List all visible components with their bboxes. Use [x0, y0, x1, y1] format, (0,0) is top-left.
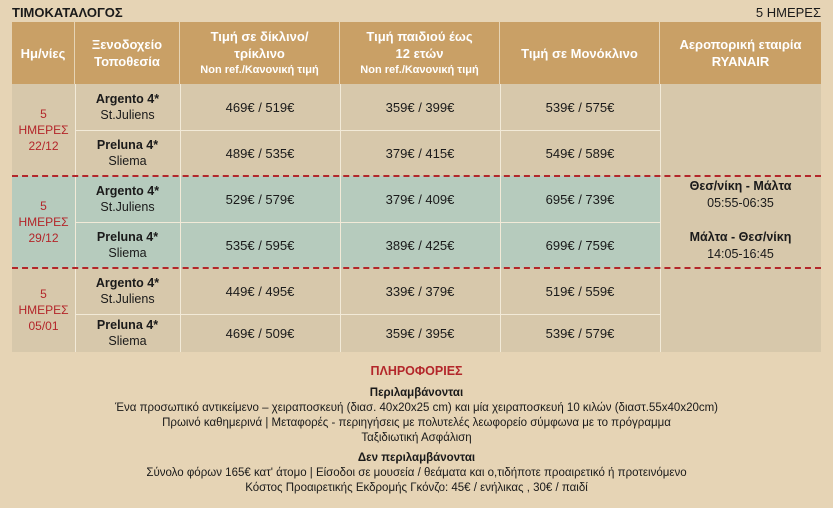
flight-return [660, 229, 821, 263]
child-price: 359€ / 395€ [385, 325, 455, 341]
included-line-1: Ένα προσωπικό αντικείμενο – χειραποσκευή (διασ. 40x20x25 cm) και μία χειραποσκευή 10 κιλών (διαστ.55x40x20cm) [114, 402, 719, 414]
hotel-cell: Argento 4* St.Juliens [95, 92, 160, 122]
double-price: 535€ / 595€ [225, 237, 295, 253]
info-title: ΠΛΗΡΟΦΟΡΙΕΣ [370, 364, 463, 378]
single-price: 539€ / 579€ [545, 325, 615, 341]
outbound-route: Θεσ/νίκη - Μάλτα [689, 179, 792, 193]
header-airline: Αεροπορική εταιρία RYANAIR [660, 22, 821, 84]
top-bar [0, 0, 833, 22]
excluded-title: Δεν περιλαμβάνονται [357, 452, 476, 464]
child-price: 389€ / 425€ [385, 237, 455, 253]
child-price: 379€ / 409€ [385, 191, 455, 207]
included-title: Περιλαμβάνονται [369, 387, 464, 399]
single-price: 699€ / 759€ [545, 237, 615, 253]
single-price: 549€ / 589€ [545, 145, 615, 161]
header-days: Ημ/νίες [12, 22, 75, 84]
date-cell-1: 5 ΗΜΕΡΕΣ 22/12 [18, 107, 69, 153]
single-price: 695€ / 739€ [545, 191, 615, 207]
included-line-2: Πρωινό καθημερινά | Μεταφορές - περιηγήσεις με πολυτελές λεωφορείο σύμφωνα με το πρόγραμμα [162, 417, 671, 429]
return-route: Μάλτα - Θεσ/νίκη [689, 230, 792, 244]
child-price: 339€ / 379€ [385, 283, 455, 299]
double-price: 449€ / 495€ [225, 283, 295, 299]
child-price: 359€ / 399€ [385, 99, 455, 115]
header-child-price: Τιμή παιδιού έως 12 ετών Non ref./Κανονική τιμή [340, 22, 500, 84]
hotel-cell: Preluna 4* Sliema [96, 230, 159, 260]
grid-line [660, 84, 661, 352]
outbound-time: 05:55-06:35 [707, 196, 774, 210]
child-price: 379€ / 415€ [385, 145, 455, 161]
included-line-3: Ταξιδιωτική Ασφάλιση [361, 432, 472, 444]
trip-duration: 5 ΗΜΕΡΕΣ [755, 5, 821, 20]
excluded-line-1: Σύνολο φόρων 165€ κατ' άτομο | Είσοδοι σε μουσεία / θεάματα και ο,τιδήποτε προαιρετικό ή προτεινόμενο [146, 467, 687, 479]
double-price: 469€ / 519€ [225, 99, 295, 115]
header-hotel: Ξενοδοχείο Τοποθεσία [75, 22, 180, 84]
double-price: 489€ / 535€ [225, 145, 295, 161]
date-cell-2: 5 ΗΜΕΡΕΣ 29/12 [18, 199, 69, 245]
hotel-cell: Argento 4* St.Juliens [95, 184, 160, 214]
flight-info-bg [660, 84, 821, 352]
date-cell-3: 5 ΗΜΕΡΕΣ 05/01 [18, 287, 69, 333]
hotel-cell: Preluna 4* Sliema [96, 138, 159, 168]
excluded-line-2: Κόστος Προαιρετικής Εκδρομής Γκόνζο: 45€ / ενήλικας , 30€ / παιδί [245, 482, 588, 494]
return-time: 14:05-16:45 [707, 247, 774, 261]
hotel-cell: Argento 4* St.Juliens [95, 276, 160, 306]
header-double-price: Τιμή σε δίκλινο/ τρίκλινο Non ref./Κανονική τιμή [180, 22, 340, 84]
price-list-title: ΤΙΜΟΚΑΤΑΛΟΓΟΣ [12, 5, 123, 20]
single-price: 519€ / 559€ [545, 283, 615, 299]
header-single-price: Τιμή σε Μονόκλινο [500, 22, 660, 84]
double-price: 529€ / 579€ [225, 191, 295, 207]
hotel-cell: Preluna 4* Sliema [96, 318, 159, 348]
double-price: 469€ / 509€ [225, 325, 295, 341]
single-price: 539€ / 575€ [545, 99, 615, 115]
flight-outbound [660, 178, 821, 212]
